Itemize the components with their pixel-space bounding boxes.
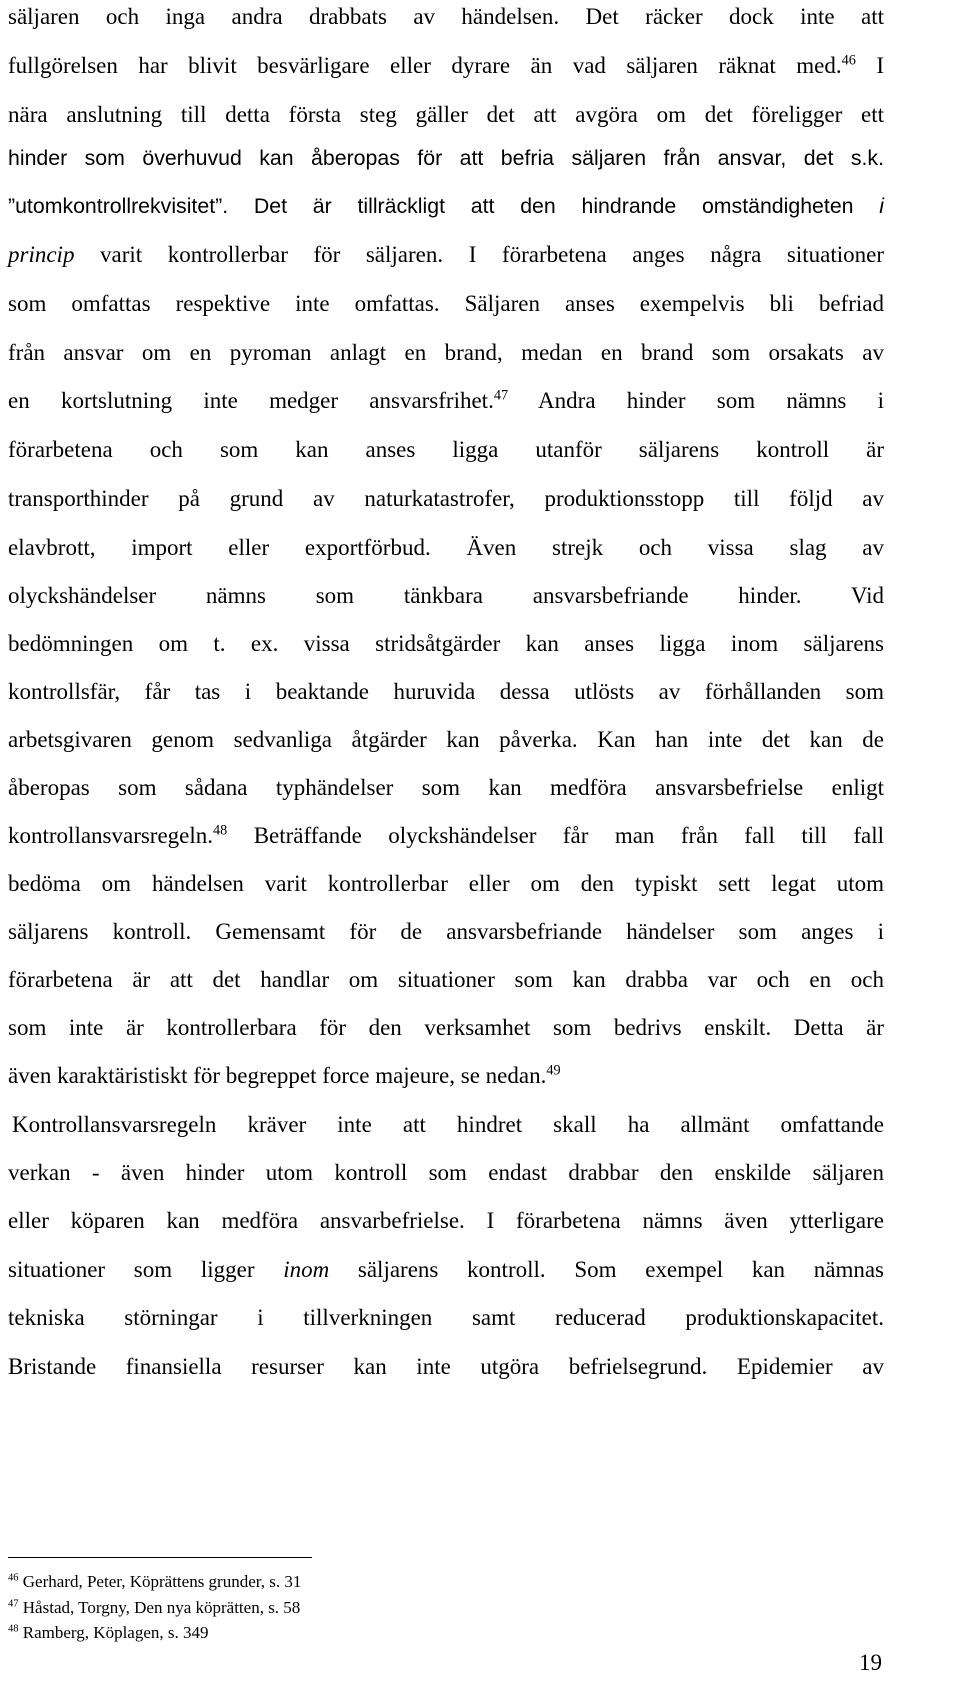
footnote-46 [8,1569,301,1595]
text-line [8,91,884,139]
text-line [8,668,884,716]
text-segment: Kontrollansvarsregeln kräver inte att hindret skall ha allmänt omfattande [12,1112,884,1137]
text-segment: kontrollansvarsregeln. [8,823,214,848]
text-segment: varit kontrollerbar för säljaren. I förarbetena anges några situationer [74,242,884,267]
text-segment: Bristande finansiella resurser kan inte utgöra befrielsegrund. Epidemier av [8,1354,884,1379]
page-number: 19 [859,1650,882,1675]
text-line [8,280,884,328]
text-line [8,572,884,620]
text-line [8,134,884,182]
text-segment: som inte är kontrollerbara för den verksamhet som bedrivs enskilt. Detta är [8,1015,884,1040]
text-segment: förarbetena och som kan anses ligga utanför säljarens kontroll är [8,437,884,462]
text-segment: säljaren och inga andra drabbats av händelsen. Det räcker dock inte att [8,4,884,29]
footnote-reference: 47 [493,387,509,404]
footnote-number: 48 [8,1623,19,1635]
emphasis: inom [283,1257,330,1282]
text-segment: bedömningen om t. ex. vissa stridsåtgärder kan anses ligga inom säljarens [8,631,884,656]
text-segment: olyckshändelser nämns som tänkbara ansvarsbefriande hinder. Vid [8,583,884,608]
text-line [8,182,884,230]
text-line [8,524,884,572]
text-line [12,1101,884,1149]
text-segment: även karaktäristiskt för begreppet force majeure, se nedan. [8,1063,547,1088]
text-line [8,1246,884,1294]
text-segment: hinder som överhuvud kan åberopas för att befria säljaren från ansvar, det s.k. [8,146,884,170]
text-line [8,329,884,377]
footnote-48 [8,1620,209,1646]
text-segment: arbetsgivaren genom sedvanliga åtgärder kan påverka. Kan han inte det kan de [8,727,884,752]
text-segment: verkan - även hinder utom kontroll som endast drabbar den enskilde säljaren [8,1160,884,1185]
text-line [8,1343,884,1391]
text-line [8,812,884,860]
footnote-text: Ramberg, Köplagen, s. 349 [18,1623,209,1642]
text-line [8,1197,884,1245]
text-segment: transporthinder på grund av naturkatastrofer, produktionsstopp till följd av [8,486,884,511]
text-segment: tekniska störningar i tillverkningen samt reducerad produktionskapacitet. [8,1305,884,1330]
text-line [8,42,884,90]
text-line [8,764,884,812]
text-segment: ”utomkontrollrekvisitet”. Det är tillräckligt att den hindrande omständigheten [8,194,880,218]
emphasis: princip [8,242,75,267]
text-line [8,377,884,425]
text-line [8,1004,884,1052]
text-segment: bedöma om händelsen varit kontrollerbar eller om den typiskt sett legat utom [8,871,884,896]
emphasis: i [879,194,884,218]
text-segment: eller köparen kan medföra ansvarbefrielse. I förarbetena nämns även ytterligare [8,1208,884,1233]
footnote-47 [8,1595,300,1621]
text-segment: säljarens kontroll. Gemensamt för de ansvarsbefriande händelser som anges i [8,919,884,944]
text-segment: kontrollsfär, får tas i beaktande huruvida dessa utlösts av förhållanden som [8,679,884,704]
text-segment: förarbetena är att det handlar om situationer som kan drabba var och en och [8,967,884,992]
text-segment: situationer som ligger [8,1257,284,1282]
footnote-separator [8,1557,312,1558]
text-line [8,0,884,41]
text-segment: åberopas som sådana typhändelser som kan medföra ansvarsbefrielse enligt [8,775,884,800]
text-line [8,1294,884,1342]
footnote-reference: 49 [546,1062,561,1079]
footnote-text: Gerhard, Peter, Köprättens grunder, s. 31 [18,1572,302,1591]
text-segment: en kortslutning inte medger ansvarsfrihet. [8,388,494,413]
footnote-number: 46 [8,1572,19,1584]
text-line [8,475,884,523]
text-segment: elavbrott, import eller exportförbud. Även strejk och vissa slag av [8,535,884,560]
footnote-number: 47 [8,1598,19,1610]
footnote-reference: 48 [213,822,228,839]
text-line [8,426,884,474]
footnote-reference: 46 [841,52,856,69]
text-segment: I [855,53,884,78]
text-segment: Beträffande olyckshändelser får man från fall till fall [227,823,884,848]
text-line [8,956,884,1004]
text-segment: som omfattas respektive inte omfattas. Säljaren anses exempelvis bli befriad [8,291,884,316]
text-line [8,1149,884,1197]
footnote-text: Håstad, Torgny, Den nya köprätten, s. 58 [18,1598,301,1617]
text-segment: Andra hinder som nämns i [508,388,885,413]
text-line [8,860,884,908]
text-segment: från ansvar om en pyroman anlagt en brand, medan en brand som orsakats av [8,340,884,365]
text-line [8,1052,884,1100]
text-segment: säljarens kontroll. Som exempel kan nämnas [329,1257,884,1282]
text-segment: nära anslutning till detta första steg gäller det att avgöra om det föreligger ett [8,102,884,127]
text-line [8,620,884,668]
text-line [8,716,884,764]
text-line [8,231,884,279]
text-segment: fullgörelsen har blivit besvärligare eller dyrare än vad säljaren räknat med. [8,53,842,78]
text-line [8,908,884,956]
